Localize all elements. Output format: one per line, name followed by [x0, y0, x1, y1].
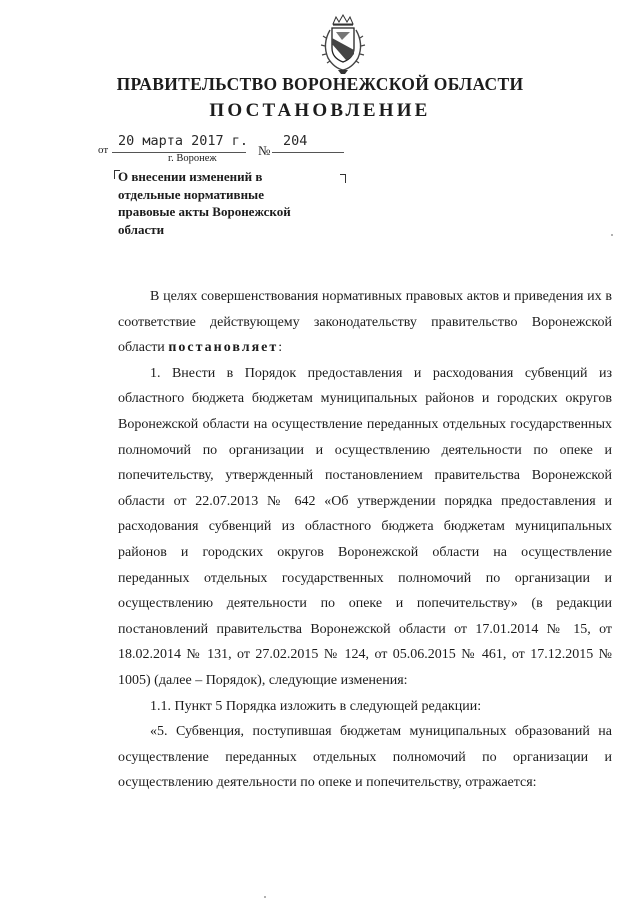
preamble-colon: :	[278, 340, 283, 356]
document-type: ПОСТАНОВЛЕНИЕ	[209, 100, 431, 121]
document-body	[118, 284, 612, 796]
city: г. Воронеж	[168, 153, 217, 164]
scan-mark	[264, 896, 266, 898]
government-name: ПРАВИТЕЛЬСТВО ВОРОНЕЖСКОЙ ОБЛАСТИ	[116, 74, 524, 94]
number-underline	[272, 152, 344, 153]
document-title: О внесении изменений в отдельные нормативные правовые акты Воронежской области	[118, 169, 291, 237]
document-date: 20 марта 2017 г.	[118, 133, 249, 149]
preamble-text: В целях совершенствования нормативных правовых актов и приведения их в соответствие действующему законодательству правительство Воронежской области	[118, 289, 612, 356]
item-1-1-paragraph: 1.1. Пункт 5 Порядка изложить в следующей редакции:	[150, 698, 482, 714]
quoted-paragraph: «5. Субвенция, поступившая бюджетам муниципальных образований на осуществление переданных отдельных полномочий по организации и осуществлению деятельности по опеке и попечительству, отражается:	[118, 724, 612, 791]
title-bracket-right	[340, 174, 346, 183]
document-number: 204	[283, 133, 308, 149]
coat-of-arms-icon	[318, 14, 368, 76]
number-sign: №	[258, 143, 271, 158]
date-prefix: от	[98, 144, 109, 156]
scan-mark	[611, 234, 613, 236]
item-1-paragraph: 1. Внести в Порядок предоставления и расходования субвенций из областного бюджета бюджетам муниципальных районов и городских округов Воронежской области на осуществление переданных отдельных государственных полномочий по организации и осуществлению деятельности по опеке и попечительству, утвержденный постановлением правительства Воронежской области от 22.07.2013 № 642 «Об утверждении порядка предоставления и расходования субвенций из областного бюджета бюджетам муниципальных районов и городских округов Воронежской области на осуществление переданных отдельных государственных полномочий по организации и осуществлению деятельности по опеке и попечительству» (в редакции постановлений правительства Воронежской области от 17.01.2014 № 15, от 18.02.2014 № 131, от 27.02.2015 № 124, от 05.06.2015 № 461, от 17.12.2015 № 1005) (далее – Порядок), следующие изменения:	[118, 365, 612, 688]
decree-word: постановляет	[168, 340, 279, 356]
preamble-paragraph	[118, 284, 612, 361]
